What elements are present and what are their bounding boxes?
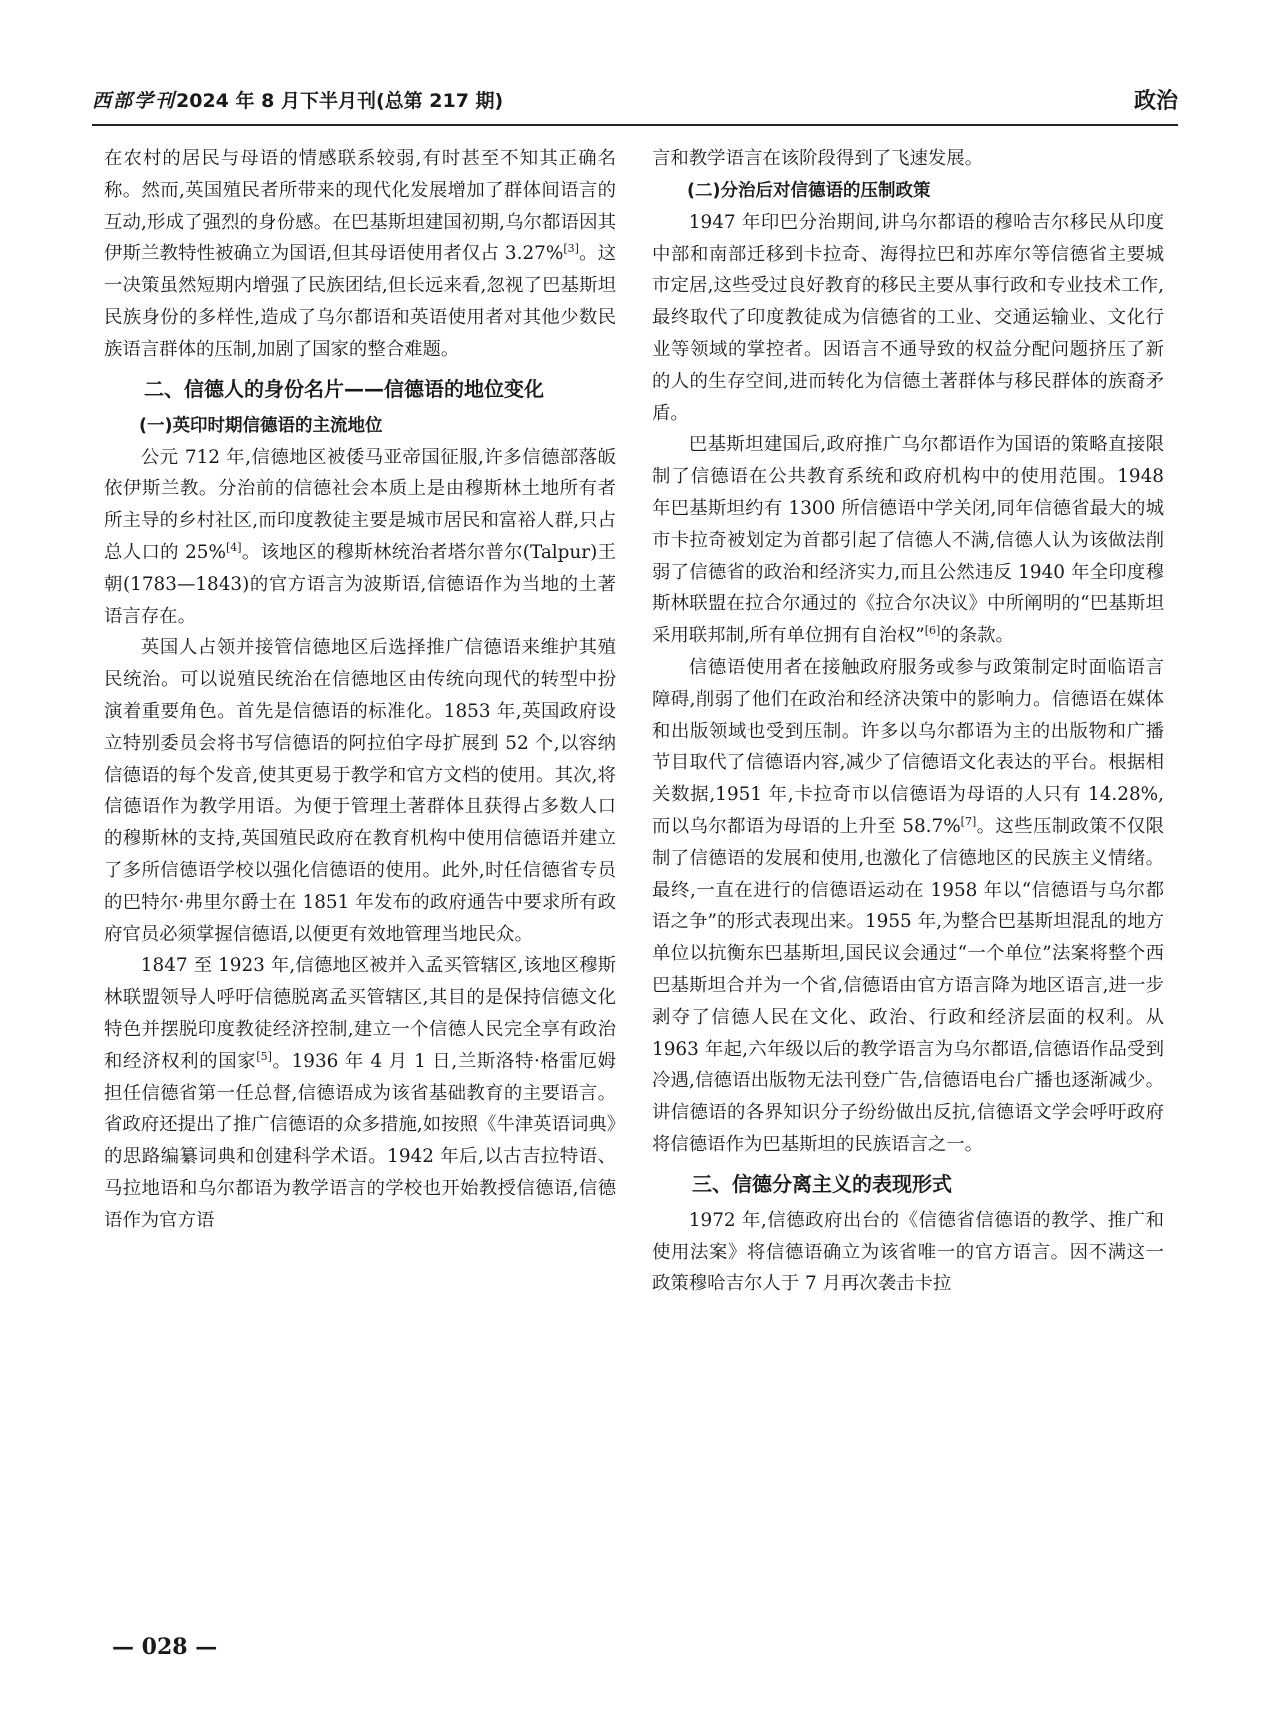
citation-ref: [4] [225,540,242,554]
paragraph: 1847 至 1923 年,信德地区被并入孟买管辖区,该地区穆斯林联盟领导人呼吁信德脱离孟买管辖区,其目的是保持信德文化特色并摆脱印度教徒经济控制,建立一个信德人民完全享有政治和经济权利的国家[5]。1936 年 4 月 1 日,兰斯洛特·格雷厄姆担任信德省第一任总督,信德语成为该省基础教育的主要语言。省政府还提出了推广信德语的众多措施,如按照《牛津英语词典》的思路编纂词典和创建科学术语。1942 年后,以古吉拉特语、马拉地语和乌尔都语为教学语言的学校也开始教授信德语,信德语作为官方语 [104,955,616,1231]
paragraph: 在农村的居民与母语的情感联系较弱,有时甚至不知其正确名称。然而,英国殖民者所带来的现代化发展增加了群体间语言的互动,形成了强烈的身份感。在巴基斯坦建国初期,乌尔都语因其伊斯兰教特性被确立为国语,但其母语使用者仅占 3.27%[3]。这一决策虽然短期内增强了民族团结,但长远来看,忽视了巴基斯坦民族身份的多样性,造成了乌尔都语和英语使用者对其他少数民族语言群体的压制,加剧了国家的整合难题。 [104,148,616,360]
paragraph: 公元 712 年,信德地区被倭马亚帝国征服,许多信德部落皈依伊斯兰教。分治前的信德社会本质上是由穆斯林土地所有者所主导的乡村社区,而印度教徒主要是城市居民和富裕人群,只占总人口的 25%[4]。该地区的穆斯林统治者塔尔普尔(Talpur)王朝(1783—1843)的官方语言为波斯语,信德语作为当地的土著语言存在。 [104,446,616,627]
paragraph: 1972 年,信德政府出台的《信德省信德语的教学、推广和使用法案》将信德语确立为该省唯一的官方语言。因不满这一政策穆哈吉尔人于 7 月再次袭击卡拉 [652,1209,1164,1295]
subsection-heading: (二)分治后对信德语的压制政策 [687,180,931,201]
citation-ref: [7] [960,814,977,828]
journal-issue: 2024 年 8 月下半月刊(总第 217 期) [176,90,504,112]
citation-ref: [3] [563,242,579,256]
paragraph: 巴基斯坦建国后,政府推广乌尔都语作为国语的策略直接限制了信德语在公共教育系统和政府机构中的使用范围。1948 年巴基斯坦约有 1300 所信德语中学关闭,同年信德省最大的城市卡拉奇被划定为首都引起了信德人不满,信德人认为该做法削弱了信德省的政治和经济实力,而且公然违反 1940 年全印度穆斯林联盟在拉合尔通过的《拉合尔决议》中所阐明的“巴基斯坦采用联邦制,所有单位拥有自治权”[6]的条款。 [652,434,1164,647]
paragraph: 英国人占领并接管信德地区后选择推广信德语来维护其殖民统治。可以说殖民统治在信德地区由传统向现代的转型中扮演着重要角色。首先是信德语的标准化。1853 年,英国政府设立特别委员会将书写信德语的阿拉伯字母扩展到 52 个,以容纳信德语的每个发音,使其更易于教学和官方文档的使用。其次,将信德语作为教学用语。为便于管理土著群体且获得占多数人口的穆斯林的支持,英国殖民政府在教育机构中使用信德语并建立了多所信德语学校以强化信德语的使用。此外,时任信德省专员的巴特尔·弗里尔爵士在 1851 年发布的政府通告中要求所有政府官员必须掌握信德语,以便更有效地管理当地民众。 [104,637,616,945]
paragraph: 1947 年印巴分治期间,讲乌尔都语的穆哈吉尔移民从印度中部和南部迁移到卡拉奇、海得拉巴和苏库尔等信德省主要城市定居,这些受过良好教育的移民主要从事行政和专业技术工作,最终取代了印度教徒成为信德省的工业、交通运输业、文化行业等领域的掌控者。因语言不通导致的权益分配问题挤压了新的人的生存空间,进而转化为信德土著群体与移民群体的族裔矛盾。 [652,211,1164,424]
paragraph: 言和教学语言在该阶段得到了飞速发展。 [652,148,984,169]
citation-ref: [6] [924,624,941,638]
section-heading: 二、信德人的身份名片——信德语的地位变化 [144,376,544,401]
right-column [652,143,1164,1300]
page-number: — 028 — [112,1634,218,1660]
page-header [92,80,1178,126]
citation-ref: [5] [256,1049,272,1063]
section-heading: 三、信德分离主义的表现形式 [692,1171,952,1196]
left-column [104,143,616,1237]
paragraph: 信德语使用者在接触政府服务或参与政策制定时面临语言障碍,削弱了他们在政治和经济决策中的影响力。信德语在媒体和出版领域也受到压制。许多以乌尔都语为主的出版物和广播节目取代了信德语内容,减少了信德语文化表达的平台。根据相关数据,1951 年,卡拉奇市以信德语为母语的人只有 14.28%,而以乌尔都语为母语的上升至 58.7%[7]。这些压制政策不仅限制了信德语的发展和使用,也激化了信德地区的民族主义情绪。最终,一直在进行的信德语运动在 1958 年以“信德语与乌尔都语之争”的形式表现出来。1955 年,为整合巴基斯坦混乱的地方单位以抗衡东巴基斯坦,国民议会通过“一个单位”法案将整个西巴基斯坦合并为一个省,信德语由官方语言降为地区语言,进一步剥夺了信德人民在文化、政治、行政和经济层面的权利。从 1963 年起,六年级以后的教学语言为乌尔都语,信德语作品受到冷遇,信德语出版物无法刊登广告,信德语电台广播也逐渐减少。讲信德语的各界知识分子纷纷做出反抗,信德语文学会呼吁政府将信德语作为巴基斯坦的民族语言之一。 [652,656,1164,1155]
journal-title [92,86,503,113]
subsection-heading: (一)英印时期信德语的主流地位 [139,415,383,436]
journal-logo: 西部学刊 [92,90,177,112]
section-label: 政治 [1133,89,1178,114]
